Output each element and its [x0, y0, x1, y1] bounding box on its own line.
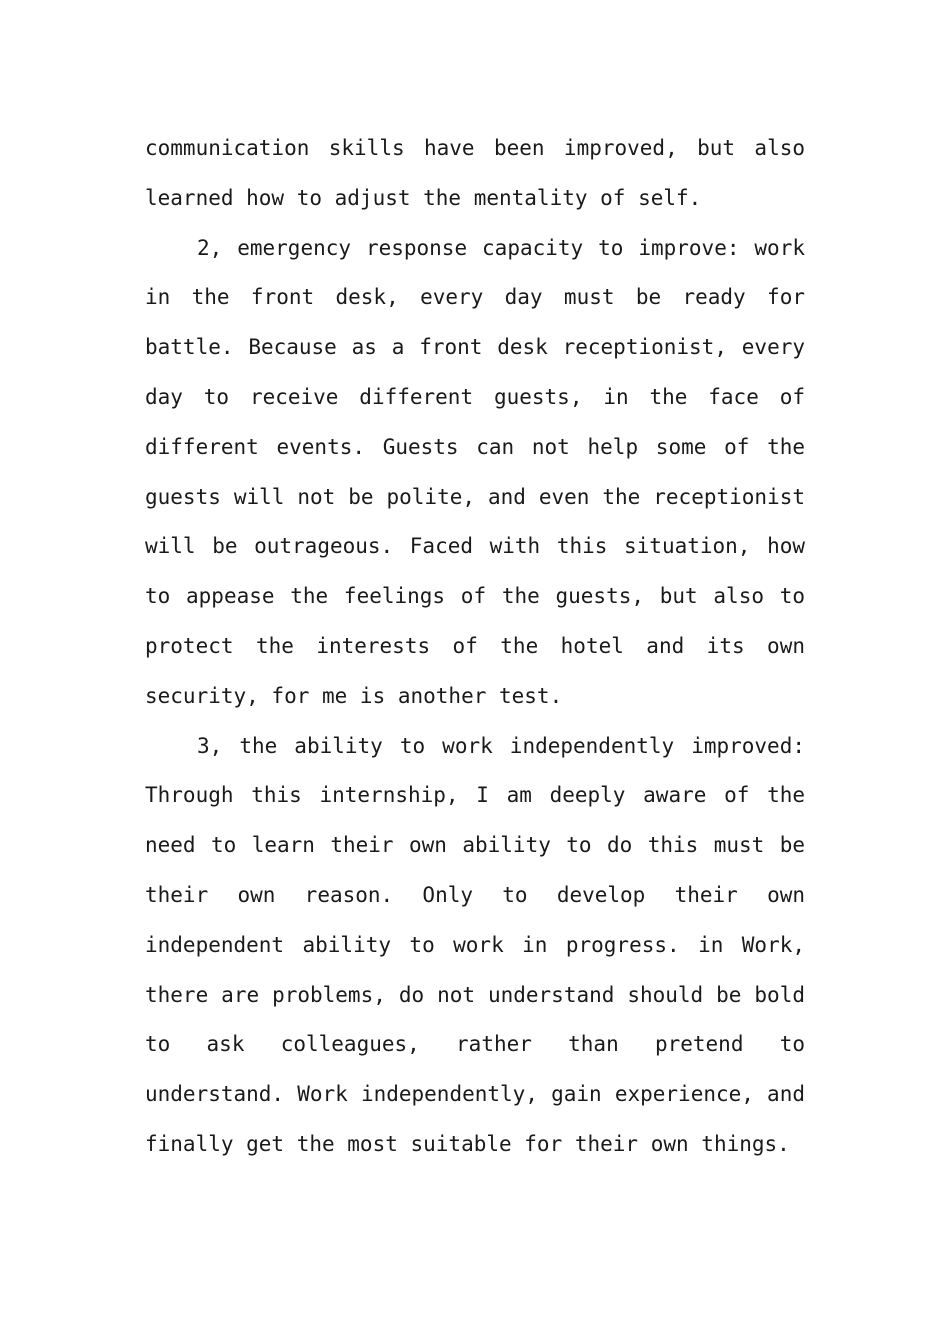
body-text — [145, 124, 805, 1170]
paragraph-continuation: communication skills have been improved, but also learned how to adjust the mentality of self. — [145, 136, 805, 210]
paragraph-emergency-response: 2, emergency response capacity to improve: work in the front desk, every day must be ready for battle. Because as a front desk receptionist, every day to receive different guests, in the face of different events. Guests can not help some of the guests will not be polite, and even the receptionist will be outrageous. Faced with this situation, how to appease the feelings of the guests, but also to protect the interests of the hotel and its own security, for me is another test. — [145, 235, 805, 708]
paragraph-independent-work: 3, the ability to work independently improved: Through this internship, I am deeply aware of the need to learn their own ability to do this must be their own reason. Only to develop their own independent ability to work in progress. in Work, there are problems, do not understand should be bold to ask colleagues, rather than pretend to understand. Work independently, gain experience, and finally get the most suitable for their own things. — [145, 733, 805, 1156]
